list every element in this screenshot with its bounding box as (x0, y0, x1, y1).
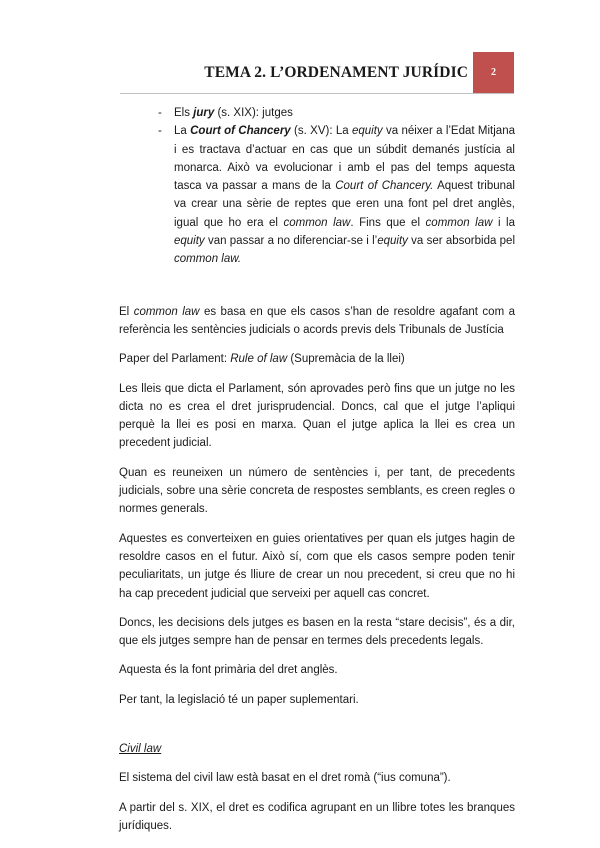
text-run: A partir del s. XIX, el dret es codifica agrupant en un llibre totes les branques jurídiques. (119, 801, 515, 832)
text-run: Aquest tribunal va crear una sèrie de reptes que eren una font pel dret anglès, igual que ho era el (174, 180, 515, 229)
text-run: Court of Chancery. (335, 180, 434, 193)
document-body (119, 104, 515, 835)
text-run: es basa en que els casos s’han de resoldre agafant com a referència les sentències judicials o acords previs dels Tribunals de Justícia (119, 305, 516, 336)
text-run: common law (425, 216, 493, 229)
page-number-badge (473, 52, 514, 93)
text-run: van passar a no diferenciar-se i l’ (204, 235, 378, 248)
running-header-title: TEMA 2. L’ORDENAMENT JURÍDIC (204, 64, 468, 81)
text-run: i la (492, 216, 515, 229)
text-run: Quan es reuneixen un número de sentències i, per tant, de precedents judicials, sobre una sèrie concreta de respostes semblants, es creen regles o normes generals. (119, 466, 515, 516)
list-item (174, 122, 515, 268)
text-run: equity (351, 125, 383, 138)
paragraph (119, 661, 515, 679)
text-run: common law. (174, 253, 242, 266)
paragraph (119, 691, 515, 709)
paragraph (119, 530, 515, 603)
text-run: (Supremàcia de la llei) (287, 353, 405, 366)
text-run: Aquestes es converteixen en guies orientatives per quan els jutges hagin de resoldre casos en el futur. Això sí, com que els casos sempre poden tenir peculiaritats, un jutge és lliure de crear un nou precedent, si creu que no hi ha cap precedent judicial que serveixi per aquell cas concret. (119, 532, 515, 600)
text-run: equity (174, 235, 205, 248)
paragraph (119, 303, 515, 340)
section-heading: Civil law (119, 743, 162, 756)
text-run: (s. XV): La (290, 125, 352, 138)
text-run: Per tant, la legislació té un paper suplementari. (119, 693, 359, 706)
paragraph (119, 380, 515, 453)
list-item (174, 104, 515, 122)
text-run: Aquesta és la font primària del dret anglès. (119, 664, 338, 677)
text-run: va ser absorbida pel (407, 235, 515, 248)
text-run: . Fins que el (350, 216, 426, 229)
text-run: jury (193, 107, 215, 119)
text-run: va néixer a l’Edat Mitjana i es tractava d’actuar en cas que un súbdit demanés justícia al monarca. Això va evolucionar i amb el pas del temps aquesta tasca va passar a mans de la (174, 125, 515, 193)
paragraph (119, 350, 515, 368)
text-run: Els (174, 107, 194, 119)
text-run: common law (283, 216, 351, 229)
page-number: 2 (491, 67, 496, 78)
text-run: Paper del Parlament: (119, 353, 231, 366)
text-run: El (119, 305, 134, 318)
paragraph (119, 614, 515, 651)
text-run: Les lleis que dicta el Parlament, són aprovades però fins que un jutge no les dicta no es crea el dret jurisprudencial. Doncs, cal que el jutge l’apliqui perquè la llei es posi en marxa. Quan el jutge aplica la llei es crea un precedent judicial. (119, 382, 515, 450)
paragraph (119, 464, 515, 519)
text-run: Court of Chancery (190, 125, 291, 138)
paragraph (119, 769, 515, 787)
text-run: Doncs, les decisions dels jutges es basen en la resta “stare decisis”, és a dir, que els jutges sempre han de pensar en termes dels precedents legals. (119, 616, 515, 648)
text-run: common law (133, 305, 200, 318)
text-run: El sistema del civil law està basat en el dret romà (“ius comuna”). (119, 772, 451, 785)
text-run: (s. XIX): jutges (214, 107, 293, 119)
text-run: Rule of law (230, 353, 288, 366)
text-run: equity (377, 235, 408, 248)
header-divider (120, 93, 514, 94)
dash-list (119, 104, 515, 269)
text-run: La (174, 125, 191, 138)
paragraph (119, 799, 515, 836)
